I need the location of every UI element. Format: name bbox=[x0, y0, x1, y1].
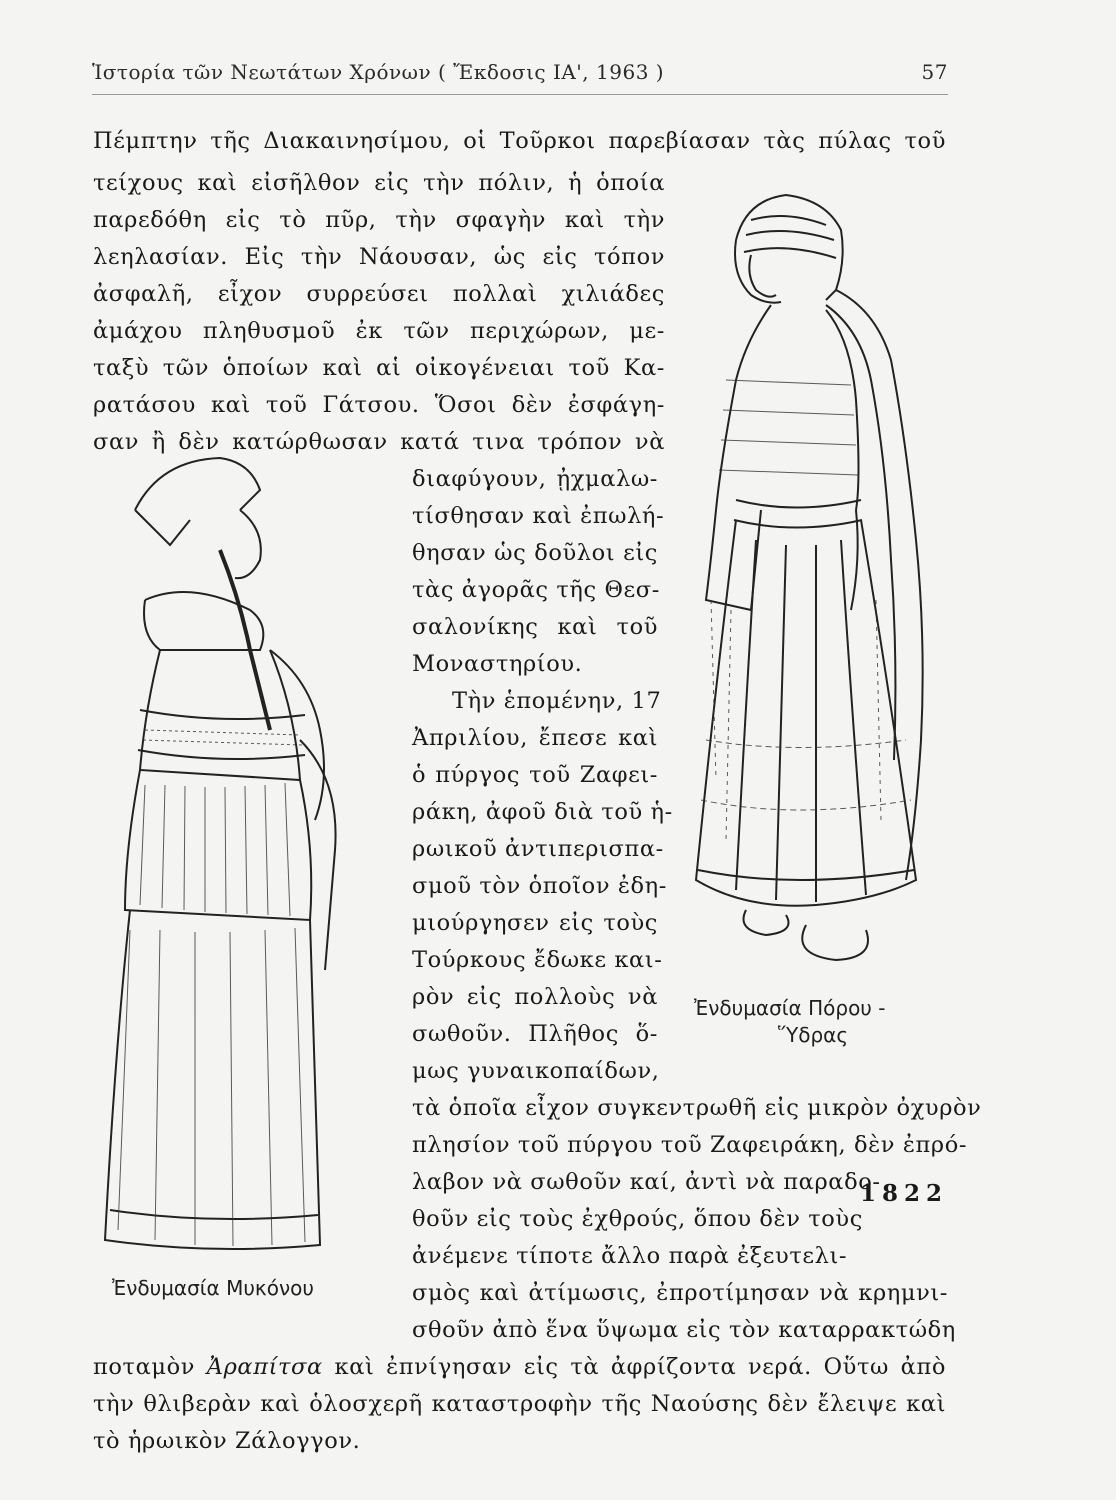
text-line: λαβον νὰ σωθοῦν καί, ἀντὶ νὰ παραδο- bbox=[412, 1169, 881, 1195]
text-line: ράκη, ἀφοῦ διὰ τοῦ ἡ- bbox=[412, 799, 673, 825]
text-line: διαφύγουν, ᾐχμαλω- bbox=[412, 466, 658, 492]
text-line: σωθοῦν. Πλῆθος ὅ- bbox=[412, 1021, 658, 1047]
text-line: λεηλασίαν. Εἰς τὴν Νάουσαν, ὡς εἰς τόπον bbox=[93, 244, 665, 270]
river-name: Ἀραπίτσα bbox=[206, 1354, 323, 1380]
text-line: ταξὺ τῶν ὁποίων καὶ αἱ οἰκογένειαι τοῦ Κα- bbox=[93, 355, 665, 381]
text-line: τίσθησαν καὶ ἐπωλή- bbox=[412, 503, 665, 529]
text-line: ρωικοῦ ἀντιπερισπα- bbox=[412, 836, 664, 862]
costume-illustration-mykonos bbox=[100, 450, 360, 1270]
text-line: θοῦν εἰς τοὺς ἐχθρούς, ὅπου δὲν τοὺς bbox=[412, 1206, 863, 1232]
text-line: σμοῦ τὸν ὁποῖον ἐδη- bbox=[412, 873, 667, 899]
text-line: τὴν θλιβερὰν καὶ ὁλοσχερῆ καταστροφὴν τῆς Ναούσης δὲν ἔλειψε καὶ bbox=[93, 1391, 946, 1417]
running-head bbox=[92, 60, 948, 84]
text-line: σθοῦν ἀπὸ ἕνα ὕψωμα εἰς τὸν καταρρακτώδη bbox=[412, 1317, 956, 1343]
running-head-title: Ἱστορία τῶν Νεωτάτων Χρόνων ( Ἔκδοσις ΙΑ', 1963 ) bbox=[92, 60, 665, 84]
text-line: Τούρκους ἔδωκε και- bbox=[412, 947, 663, 973]
text-line: ἀμάχου πληθυσμοῦ ἐκ τῶν περιχώρων, με- bbox=[93, 318, 665, 344]
text-line: παρεδόθη εἰς τὸ πῦρ, τὴν σφαγὴν καὶ τὴν bbox=[93, 207, 665, 233]
text-line: Τὴν ἑπομένην, 17 bbox=[452, 688, 662, 714]
text-line: μως γυναικοπαίδων, bbox=[412, 1058, 660, 1084]
text-line: Πέμπτην τῆς Διακαινησίμου, οἱ Τοῦρκοι παρεβίασαν τὰς πύλας τοῦ bbox=[93, 128, 946, 154]
text-line: τὰς ἀγορᾶς τῆς Θεσ- bbox=[412, 577, 660, 603]
figure-caption-poros-hydra-2: Ὕδρας bbox=[778, 1023, 849, 1047]
figure-caption-poros-hydra: Ἐνδυμασία Πόρου - bbox=[694, 996, 886, 1020]
text-line: ποταμὸν Ἀραπίτσα καὶ ἐπνίγησαν εἰς τὰ ἀφρίζοντα νερά. Οὕτω ἀπὸ bbox=[93, 1354, 946, 1380]
text-line: τείχους καὶ εἰσῆλθον εἰς τὴν πόλιν, ἡ ὁποία bbox=[93, 170, 665, 196]
figure-caption-mykonos: Ἐνδυμασία Μυκόνου bbox=[112, 1276, 314, 1300]
text-line: μιούργησεν εἰς τοὺς bbox=[412, 910, 658, 936]
text-line: τὰ ὁποῖα εἶχον συγκεντρωθῆ εἰς μικρὸν ὀχυρὸν bbox=[412, 1095, 982, 1121]
header-rule bbox=[92, 94, 948, 95]
text-line: πλησίον τοῦ πύργου τοῦ Ζαφειράκη, δὲν ἐπρό- bbox=[412, 1132, 968, 1158]
text-line: τὸ ἡρωικὸν Ζάλογγον. bbox=[93, 1428, 361, 1454]
text-line: ἀνέμενε τίποτε ἄλλο παρὰ ἐξευτελι- bbox=[412, 1243, 848, 1269]
text-line: ἀσφαλῆ, εἶχον συρρεύσει πολλαὶ χιλιάδες bbox=[93, 281, 665, 307]
text-line: σμὸς καὶ ἀτίμωσις, ἐπροτίμησαν νὰ κρημνι- bbox=[412, 1280, 948, 1306]
text-line: Μοναστηρίου. bbox=[412, 651, 583, 677]
costume-illustration-poros-hydra bbox=[676, 180, 946, 1000]
text-line: Ἀπριλίου, ἔπεσε καὶ bbox=[412, 725, 658, 751]
text-line: ὁ πύργος τοῦ Ζαφει- bbox=[412, 762, 658, 788]
page-number: 57 bbox=[921, 60, 948, 84]
text-line: σαλονίκης καὶ τοῦ bbox=[412, 614, 658, 640]
text-line: σαν ἢ δὲν κατώρθωσαν κατά τινα τρόπον νὰ bbox=[93, 429, 665, 455]
text-line: θησαν ὡς δοῦλοι εἰς bbox=[412, 540, 658, 566]
margin-year: 1822 bbox=[860, 1180, 949, 1207]
text-line: ρὸν εἰς πολλοὺς νὰ bbox=[412, 984, 658, 1010]
text-line: ρατάσου καὶ τοῦ Γάτσου. Ὅσοι δὲν ἐσφάγη- bbox=[93, 392, 665, 418]
